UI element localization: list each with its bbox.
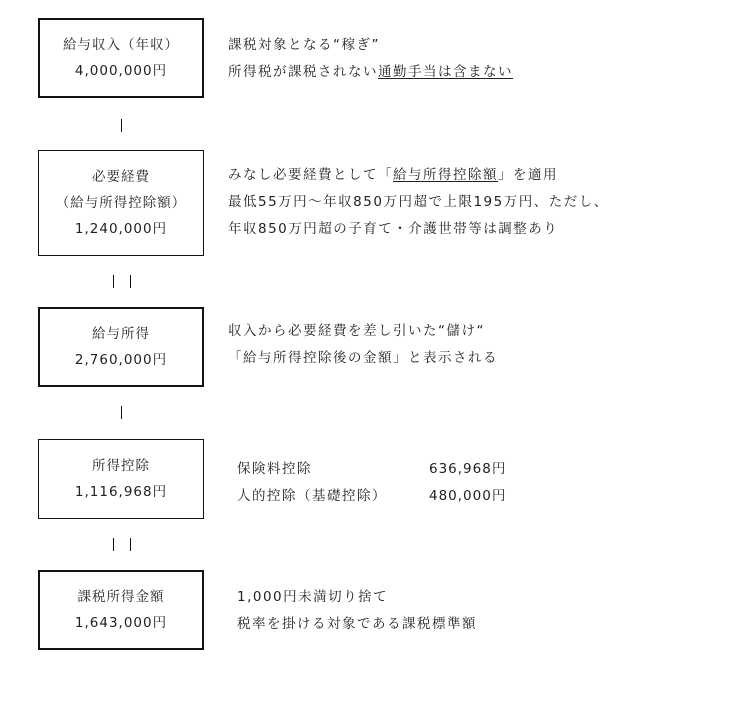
deduction-amount: 480,000円 (429, 488, 507, 504)
underlined-text: 給与所得控除額 (393, 167, 498, 183)
step-description (228, 162, 609, 243)
underlined-text: 通勤手当は含まない (378, 64, 513, 80)
step-amount: 2,760,000円 (74, 352, 168, 368)
description-line (228, 162, 609, 189)
step-amount: 1,240,000円 (74, 221, 168, 237)
description-text: 所得税が課税されない (228, 64, 378, 80)
step-label: 給与収入（年収） (63, 37, 179, 53)
step-label: 必要経費 (92, 169, 150, 185)
step-description (228, 32, 513, 86)
description-line: 1,000円未満切り捨て (237, 589, 389, 605)
description-line: 「給与所得控除後の金額」と表示される (228, 350, 498, 366)
step-amount: 1,116,968円 (74, 484, 168, 500)
step-amount: 4,000,000円 (74, 63, 168, 79)
step-box-gross-income (38, 18, 204, 98)
connector-double-right (130, 538, 131, 551)
connector-double-left (113, 275, 114, 288)
connector-single (121, 119, 122, 132)
step-description (237, 584, 477, 638)
step-description (228, 318, 498, 372)
description-line: 年収850万円超の子育て・介護世帯等は調整あり (228, 221, 559, 237)
description-line (228, 59, 513, 86)
description-text: 」を適用 (498, 167, 558, 183)
step-label: 課税所得金額 (77, 589, 165, 605)
deduction-amount: 636,968円 (429, 461, 507, 477)
description-line: 課税対象となる“稼ぎ” (228, 37, 380, 53)
step-label: 給与所得 (92, 326, 150, 342)
step-amount: 1,643,000円 (74, 615, 168, 631)
description-line: 税率を掛ける対象である課税標準額 (237, 616, 477, 632)
step-box-deductions (38, 439, 204, 519)
deduction-name: 保険料控除 (237, 461, 312, 477)
step-label: 所得控除 (92, 458, 150, 474)
step-box-taxable-income (38, 570, 204, 650)
connector-single (121, 406, 122, 419)
description-line: 収入から必要経費を差し引いた“儲け“ (228, 323, 485, 339)
description-line: 最低55万円～年収850万円超で上限195万円、ただし、 (228, 194, 609, 210)
connector-double-left (113, 538, 114, 551)
step-sublabel: （給与所得控除額） (55, 195, 187, 211)
step-box-employment-income (38, 307, 204, 387)
deduction-name: 人的控除（基礎控除） (237, 488, 387, 504)
connector-double-right (130, 275, 131, 288)
description-text: みなし必要経費として「 (228, 167, 393, 183)
step-box-expenses (38, 150, 204, 256)
